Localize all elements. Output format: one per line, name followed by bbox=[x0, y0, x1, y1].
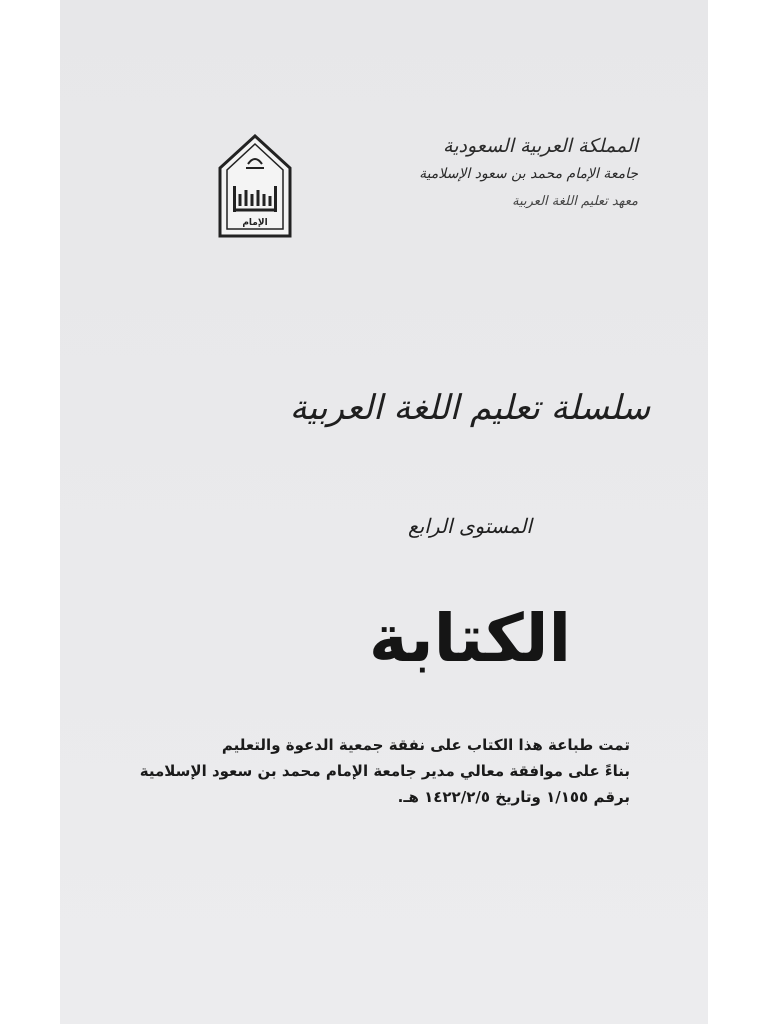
notice-line-1: تمت طباعة هذا الكتاب على نفقة جمعية الدعوة والتعليم bbox=[221, 736, 630, 754]
notice-line-2: بناءً على موافقة معالي مدير جامعة الإمام محمد بن سعود الإسلامية bbox=[139, 762, 630, 780]
series-title: سلسلة تعليم اللغة العربية bbox=[289, 388, 651, 428]
country-name: المملكة العربية السعودية bbox=[443, 135, 638, 157]
document-page bbox=[60, 0, 708, 1024]
university-emblem-icon bbox=[216, 134, 294, 240]
institution-header bbox=[378, 132, 638, 216]
printing-notice bbox=[70, 732, 630, 810]
notice-line-3: برقم ١/١٥٥ وتاريخ ١٤٢٢/٢/٥ هـ. bbox=[397, 788, 630, 806]
svg-text:الإمام: الإمام bbox=[242, 218, 268, 228]
institute-name: معهد تعليم اللغة العربية bbox=[512, 194, 638, 209]
book-title: الكتابة bbox=[368, 600, 572, 677]
level-label: المستوى الرابع bbox=[408, 514, 532, 538]
university-name: جامعة الإمام محمد بن سعود الإسلامية bbox=[419, 166, 638, 182]
